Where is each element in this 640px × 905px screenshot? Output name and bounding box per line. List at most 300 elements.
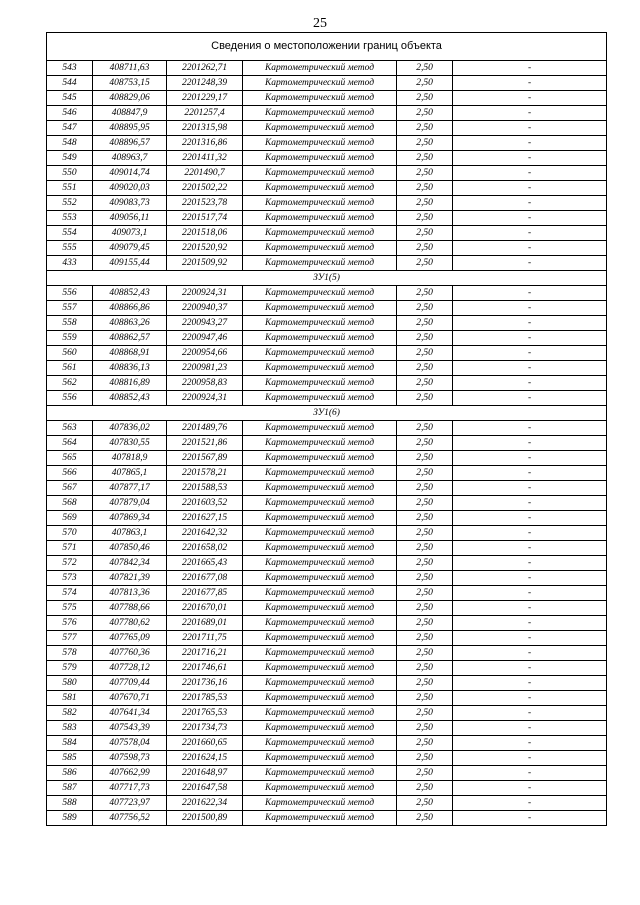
method-cell: Картометрический метод: [243, 751, 397, 766]
coord-x-cell: 409014,74: [93, 166, 167, 181]
description-cell: -: [453, 496, 607, 511]
point-number-cell: 576: [47, 616, 93, 631]
coord-y-cell: 2201716,21: [167, 646, 243, 661]
coord-x-cell: 407578,04: [93, 736, 167, 751]
method-cell: Картометрический метод: [243, 151, 397, 166]
point-number-cell: 587: [47, 781, 93, 796]
table-row: [47, 811, 607, 826]
coord-y-cell: 2200981,23: [167, 361, 243, 376]
point-number-cell: 556: [47, 391, 93, 406]
table-row: [47, 736, 607, 751]
coord-y-cell: 2201711,75: [167, 631, 243, 646]
accuracy-cell: 2,50: [397, 436, 453, 451]
accuracy-cell: 2,50: [397, 166, 453, 181]
accuracy-cell: 2,50: [397, 181, 453, 196]
accuracy-cell: 2,50: [397, 601, 453, 616]
table-row: [47, 586, 607, 601]
method-cell: Картометрический метод: [243, 661, 397, 676]
description-cell: -: [453, 796, 607, 811]
table-row: [47, 166, 607, 181]
description-cell: -: [453, 436, 607, 451]
accuracy-cell: 2,50: [397, 346, 453, 361]
coord-x-cell: 407717,73: [93, 781, 167, 796]
coord-x-cell: 407723,97: [93, 796, 167, 811]
point-number-cell: 555: [47, 241, 93, 256]
table-row: [47, 151, 607, 166]
section-label: ЗУ1(6): [47, 406, 607, 421]
method-cell: Картометрический метод: [243, 646, 397, 661]
point-number-cell: 584: [47, 736, 93, 751]
table-row: [47, 256, 607, 271]
description-cell: -: [453, 361, 607, 376]
description-cell: -: [453, 571, 607, 586]
method-cell: Картометрический метод: [243, 781, 397, 796]
description-cell: -: [453, 76, 607, 91]
point-number-cell: 569: [47, 511, 93, 526]
boundary-coordinates-table: [46, 32, 607, 826]
table-row: [47, 541, 607, 556]
method-cell: Картометрический метод: [243, 331, 397, 346]
coord-x-cell: 407788,66: [93, 601, 167, 616]
table-row: [47, 391, 607, 406]
section-header-row: [47, 406, 607, 421]
method-cell: Картометрический метод: [243, 511, 397, 526]
coord-x-cell: 408895,95: [93, 121, 167, 136]
description-cell: -: [453, 256, 607, 271]
method-cell: Картометрический метод: [243, 121, 397, 136]
method-cell: Картометрический метод: [243, 91, 397, 106]
method-cell: Картометрический метод: [243, 616, 397, 631]
description-cell: -: [453, 241, 607, 256]
table-row: [47, 631, 607, 646]
coord-x-cell: 407670,71: [93, 691, 167, 706]
description-cell: -: [453, 661, 607, 676]
point-number-cell: 547: [47, 121, 93, 136]
method-cell: Картометрический метод: [243, 571, 397, 586]
table-row: [47, 196, 607, 211]
description-cell: -: [453, 421, 607, 436]
coord-x-cell: 407830,55: [93, 436, 167, 451]
section-header-row: [47, 271, 607, 286]
coord-x-cell: 408816,89: [93, 376, 167, 391]
accuracy-cell: 2,50: [397, 496, 453, 511]
accuracy-cell: 2,50: [397, 661, 453, 676]
table-row: [47, 421, 607, 436]
accuracy-cell: 2,50: [397, 631, 453, 646]
coord-y-cell: 2201257,4: [167, 106, 243, 121]
coord-x-cell: 408963,7: [93, 151, 167, 166]
point-number-cell: 586: [47, 766, 93, 781]
coord-x-cell: 409056,11: [93, 211, 167, 226]
point-number-cell: 575: [47, 601, 93, 616]
table-row: [47, 496, 607, 511]
point-number-cell: 558: [47, 316, 93, 331]
coord-y-cell: 2201622,34: [167, 796, 243, 811]
table-row: [47, 451, 607, 466]
table-row: [47, 331, 607, 346]
coord-x-cell: 407877,17: [93, 481, 167, 496]
accuracy-cell: 2,50: [397, 721, 453, 736]
point-number-cell: 582: [47, 706, 93, 721]
coord-y-cell: 2201765,53: [167, 706, 243, 721]
table-row: [47, 616, 607, 631]
coord-x-cell: 407780,62: [93, 616, 167, 631]
page-number: 25: [313, 16, 327, 31]
point-number-cell: 581: [47, 691, 93, 706]
table-row: [47, 76, 607, 91]
point-number-cell: 567: [47, 481, 93, 496]
accuracy-cell: 2,50: [397, 481, 453, 496]
accuracy-cell: 2,50: [397, 91, 453, 106]
coord-y-cell: 2201517,74: [167, 211, 243, 226]
table-row: [47, 676, 607, 691]
coord-y-cell: 2201411,32: [167, 151, 243, 166]
accuracy-cell: 2,50: [397, 316, 453, 331]
method-cell: Картометрический метод: [243, 361, 397, 376]
accuracy-cell: 2,50: [397, 796, 453, 811]
table-row: [47, 466, 607, 481]
point-number-cell: 574: [47, 586, 93, 601]
method-cell: Картометрический метод: [243, 136, 397, 151]
coord-x-cell: 408862,57: [93, 331, 167, 346]
method-cell: Картометрический метод: [243, 481, 397, 496]
table-row: [47, 601, 607, 616]
point-number-cell: 589: [47, 811, 93, 826]
point-number-cell: 553: [47, 211, 93, 226]
coord-x-cell: 408866,86: [93, 301, 167, 316]
coord-y-cell: 2201509,92: [167, 256, 243, 271]
coord-y-cell: 2201500,89: [167, 811, 243, 826]
coord-x-cell: 407813,36: [93, 586, 167, 601]
table-row: [47, 346, 607, 361]
point-number-cell: 548: [47, 136, 93, 151]
method-cell: Картометрический метод: [243, 436, 397, 451]
description-cell: -: [453, 136, 607, 151]
description-cell: -: [453, 466, 607, 481]
accuracy-cell: 2,50: [397, 451, 453, 466]
point-number-cell: 572: [47, 556, 93, 571]
point-number-cell: 566: [47, 466, 93, 481]
table-row: [47, 211, 607, 226]
description-cell: -: [453, 706, 607, 721]
description-cell: -: [453, 481, 607, 496]
coord-y-cell: 2201489,76: [167, 421, 243, 436]
method-cell: Картометрический метод: [243, 556, 397, 571]
method-cell: Картометрический метод: [243, 226, 397, 241]
accuracy-cell: 2,50: [397, 751, 453, 766]
coord-y-cell: 2201588,53: [167, 481, 243, 496]
method-cell: Картометрический метод: [243, 766, 397, 781]
method-cell: Картометрический метод: [243, 736, 397, 751]
coord-x-cell: 407728,12: [93, 661, 167, 676]
method-cell: Картометрический метод: [243, 421, 397, 436]
table-row: [47, 436, 607, 451]
method-cell: Картометрический метод: [243, 241, 397, 256]
coord-x-cell: 408847,9: [93, 106, 167, 121]
method-cell: Картометрический метод: [243, 496, 397, 511]
coord-y-cell: 2200947,46: [167, 331, 243, 346]
description-cell: -: [453, 811, 607, 826]
method-cell: Картометрический метод: [243, 211, 397, 226]
accuracy-cell: 2,50: [397, 376, 453, 391]
coord-y-cell: 2201316,86: [167, 136, 243, 151]
accuracy-cell: 2,50: [397, 556, 453, 571]
coord-y-cell: 2201262,71: [167, 61, 243, 76]
method-cell: Картометрический метод: [243, 691, 397, 706]
coord-y-cell: 2200943,27: [167, 316, 243, 331]
table-row: [47, 706, 607, 721]
table-row: [47, 571, 607, 586]
method-cell: Картометрический метод: [243, 721, 397, 736]
description-cell: -: [453, 616, 607, 631]
method-cell: Картометрический метод: [243, 541, 397, 556]
table-row: [47, 376, 607, 391]
point-number-cell: 568: [47, 496, 93, 511]
coord-y-cell: 2201647,58: [167, 781, 243, 796]
description-cell: -: [453, 181, 607, 196]
point-number-cell: 562: [47, 376, 93, 391]
method-cell: Картометрический метод: [243, 301, 397, 316]
coord-x-cell: 407709,44: [93, 676, 167, 691]
coord-y-cell: 2201670,01: [167, 601, 243, 616]
table-row: [47, 796, 607, 811]
description-cell: -: [453, 226, 607, 241]
point-number-cell: 561: [47, 361, 93, 376]
coord-x-cell: 407850,46: [93, 541, 167, 556]
coord-x-cell: 407756,52: [93, 811, 167, 826]
coord-y-cell: 2201523,78: [167, 196, 243, 211]
accuracy-cell: 2,50: [397, 766, 453, 781]
coord-x-cell: 409155,44: [93, 256, 167, 271]
point-number-cell: 571: [47, 541, 93, 556]
coord-y-cell: 2201665,43: [167, 556, 243, 571]
accuracy-cell: 2,50: [397, 136, 453, 151]
coord-y-cell: 2201746,61: [167, 661, 243, 676]
coord-y-cell: 2201578,21: [167, 466, 243, 481]
table-row: [47, 511, 607, 526]
coord-y-cell: 2201521,86: [167, 436, 243, 451]
point-number-cell: 565: [47, 451, 93, 466]
method-cell: Картометрический метод: [243, 181, 397, 196]
accuracy-cell: 2,50: [397, 121, 453, 136]
coord-x-cell: 407865,1: [93, 466, 167, 481]
coord-x-cell: 409083,73: [93, 196, 167, 211]
coord-y-cell: 2201229,17: [167, 91, 243, 106]
point-number-cell: 559: [47, 331, 93, 346]
description-cell: -: [453, 91, 607, 106]
point-number-cell: 588: [47, 796, 93, 811]
accuracy-cell: 2,50: [397, 301, 453, 316]
point-number-cell: 546: [47, 106, 93, 121]
description-cell: -: [453, 391, 607, 406]
accuracy-cell: 2,50: [397, 241, 453, 256]
coord-x-cell: 407543,39: [93, 721, 167, 736]
point-number-cell: 570: [47, 526, 93, 541]
point-number-cell: 545: [47, 91, 93, 106]
description-cell: -: [453, 676, 607, 691]
description-cell: -: [453, 331, 607, 346]
coord-y-cell: 2201660,65: [167, 736, 243, 751]
point-number-cell: 564: [47, 436, 93, 451]
coord-y-cell: 2201603,52: [167, 496, 243, 511]
accuracy-cell: 2,50: [397, 676, 453, 691]
table-row: [47, 181, 607, 196]
table-row: [47, 766, 607, 781]
point-number-cell: 560: [47, 346, 93, 361]
coord-x-cell: 409020,03: [93, 181, 167, 196]
coord-x-cell: 407818,9: [93, 451, 167, 466]
coord-y-cell: 2201502,22: [167, 181, 243, 196]
coord-x-cell: 408852,43: [93, 391, 167, 406]
description-cell: -: [453, 61, 607, 76]
coord-y-cell: 2201648,97: [167, 766, 243, 781]
coord-x-cell: 407842,34: [93, 556, 167, 571]
coord-y-cell: 2201734,73: [167, 721, 243, 736]
method-cell: Картометрический метод: [243, 196, 397, 211]
accuracy-cell: 2,50: [397, 511, 453, 526]
point-number-cell: 552: [47, 196, 93, 211]
table-row: [47, 721, 607, 736]
accuracy-cell: 2,50: [397, 706, 453, 721]
coord-y-cell: 2200924,31: [167, 391, 243, 406]
point-number-cell: 573: [47, 571, 93, 586]
accuracy-cell: 2,50: [397, 811, 453, 826]
method-cell: Картометрический метод: [243, 601, 397, 616]
coord-x-cell: 407863,1: [93, 526, 167, 541]
method-cell: Картометрический метод: [243, 376, 397, 391]
accuracy-cell: 2,50: [397, 196, 453, 211]
description-cell: -: [453, 106, 607, 121]
accuracy-cell: 2,50: [397, 586, 453, 601]
coord-x-cell: 407760,36: [93, 646, 167, 661]
table-row: [47, 526, 607, 541]
method-cell: Картометрический метод: [243, 256, 397, 271]
method-cell: Картометрический метод: [243, 316, 397, 331]
accuracy-cell: 2,50: [397, 76, 453, 91]
description-cell: -: [453, 286, 607, 301]
accuracy-cell: 2,50: [397, 616, 453, 631]
coord-y-cell: 2201736,16: [167, 676, 243, 691]
table-title: Сведения о местоположении границ объекта: [47, 33, 607, 61]
coord-x-cell: 408836,13: [93, 361, 167, 376]
table-row: [47, 316, 607, 331]
accuracy-cell: 2,50: [397, 421, 453, 436]
description-cell: -: [453, 556, 607, 571]
method-cell: Картометрический метод: [243, 676, 397, 691]
table-row: [47, 781, 607, 796]
description-cell: -: [453, 301, 607, 316]
table-row: [47, 751, 607, 766]
coord-x-cell: 407641,34: [93, 706, 167, 721]
method-cell: Картометрический метод: [243, 106, 397, 121]
coord-y-cell: 2201658,02: [167, 541, 243, 556]
coord-y-cell: 2201315,98: [167, 121, 243, 136]
description-cell: -: [453, 376, 607, 391]
description-cell: -: [453, 751, 607, 766]
accuracy-cell: 2,50: [397, 391, 453, 406]
coord-y-cell: 2200958,83: [167, 376, 243, 391]
coord-y-cell: 2200954,66: [167, 346, 243, 361]
description-cell: -: [453, 211, 607, 226]
table-row: [47, 286, 607, 301]
coord-y-cell: 2201689,01: [167, 616, 243, 631]
coord-y-cell: 2200924,31: [167, 286, 243, 301]
coord-x-cell: 409079,45: [93, 241, 167, 256]
accuracy-cell: 2,50: [397, 691, 453, 706]
table-row: [47, 136, 607, 151]
method-cell: Картометрический метод: [243, 391, 397, 406]
method-cell: Картометрический метод: [243, 76, 397, 91]
table-title-row: [47, 33, 607, 61]
description-cell: -: [453, 691, 607, 706]
coord-x-cell: 408753,15: [93, 76, 167, 91]
point-number-cell: 585: [47, 751, 93, 766]
description-cell: -: [453, 151, 607, 166]
point-number-cell: 579: [47, 661, 93, 676]
table-row: [47, 691, 607, 706]
coord-y-cell: 2201677,85: [167, 586, 243, 601]
method-cell: Картометрический метод: [243, 796, 397, 811]
coord-x-cell: 408829,06: [93, 91, 167, 106]
point-number-cell: 556: [47, 286, 93, 301]
description-cell: -: [453, 781, 607, 796]
table-row: [47, 556, 607, 571]
accuracy-cell: 2,50: [397, 61, 453, 76]
table-row: [47, 646, 607, 661]
accuracy-cell: 2,50: [397, 331, 453, 346]
description-cell: -: [453, 646, 607, 661]
coord-x-cell: 407662,99: [93, 766, 167, 781]
description-cell: -: [453, 316, 607, 331]
coord-x-cell: 407821,39: [93, 571, 167, 586]
section-label: ЗУ1(5): [47, 271, 607, 286]
accuracy-cell: 2,50: [397, 151, 453, 166]
method-cell: Картометрический метод: [243, 466, 397, 481]
method-cell: Картометрический метод: [243, 631, 397, 646]
table-row: [47, 91, 607, 106]
description-cell: -: [453, 121, 607, 136]
point-number-cell: 551: [47, 181, 93, 196]
coord-x-cell: 407869,34: [93, 511, 167, 526]
accuracy-cell: 2,50: [397, 106, 453, 121]
table-row: [47, 61, 607, 76]
coord-y-cell: 2201490,7: [167, 166, 243, 181]
point-number-cell: 563: [47, 421, 93, 436]
coord-x-cell: 408868,91: [93, 346, 167, 361]
description-cell: -: [453, 631, 607, 646]
coord-x-cell: 408863,26: [93, 316, 167, 331]
description-cell: -: [453, 526, 607, 541]
description-cell: -: [453, 346, 607, 361]
point-number-cell: 557: [47, 301, 93, 316]
point-number-cell: 433: [47, 256, 93, 271]
method-cell: Картометрический метод: [243, 811, 397, 826]
description-cell: -: [453, 721, 607, 736]
method-cell: Картометрический метод: [243, 61, 397, 76]
method-cell: Картометрический метод: [243, 526, 397, 541]
table-row: [47, 241, 607, 256]
point-number-cell: 578: [47, 646, 93, 661]
description-cell: -: [453, 166, 607, 181]
coord-x-cell: 407598,73: [93, 751, 167, 766]
method-cell: Картометрический метод: [243, 346, 397, 361]
coord-x-cell: 408896,57: [93, 136, 167, 151]
description-cell: -: [453, 766, 607, 781]
table-row: [47, 481, 607, 496]
coord-x-cell: 407879,04: [93, 496, 167, 511]
table-row: [47, 661, 607, 676]
accuracy-cell: 2,50: [397, 286, 453, 301]
